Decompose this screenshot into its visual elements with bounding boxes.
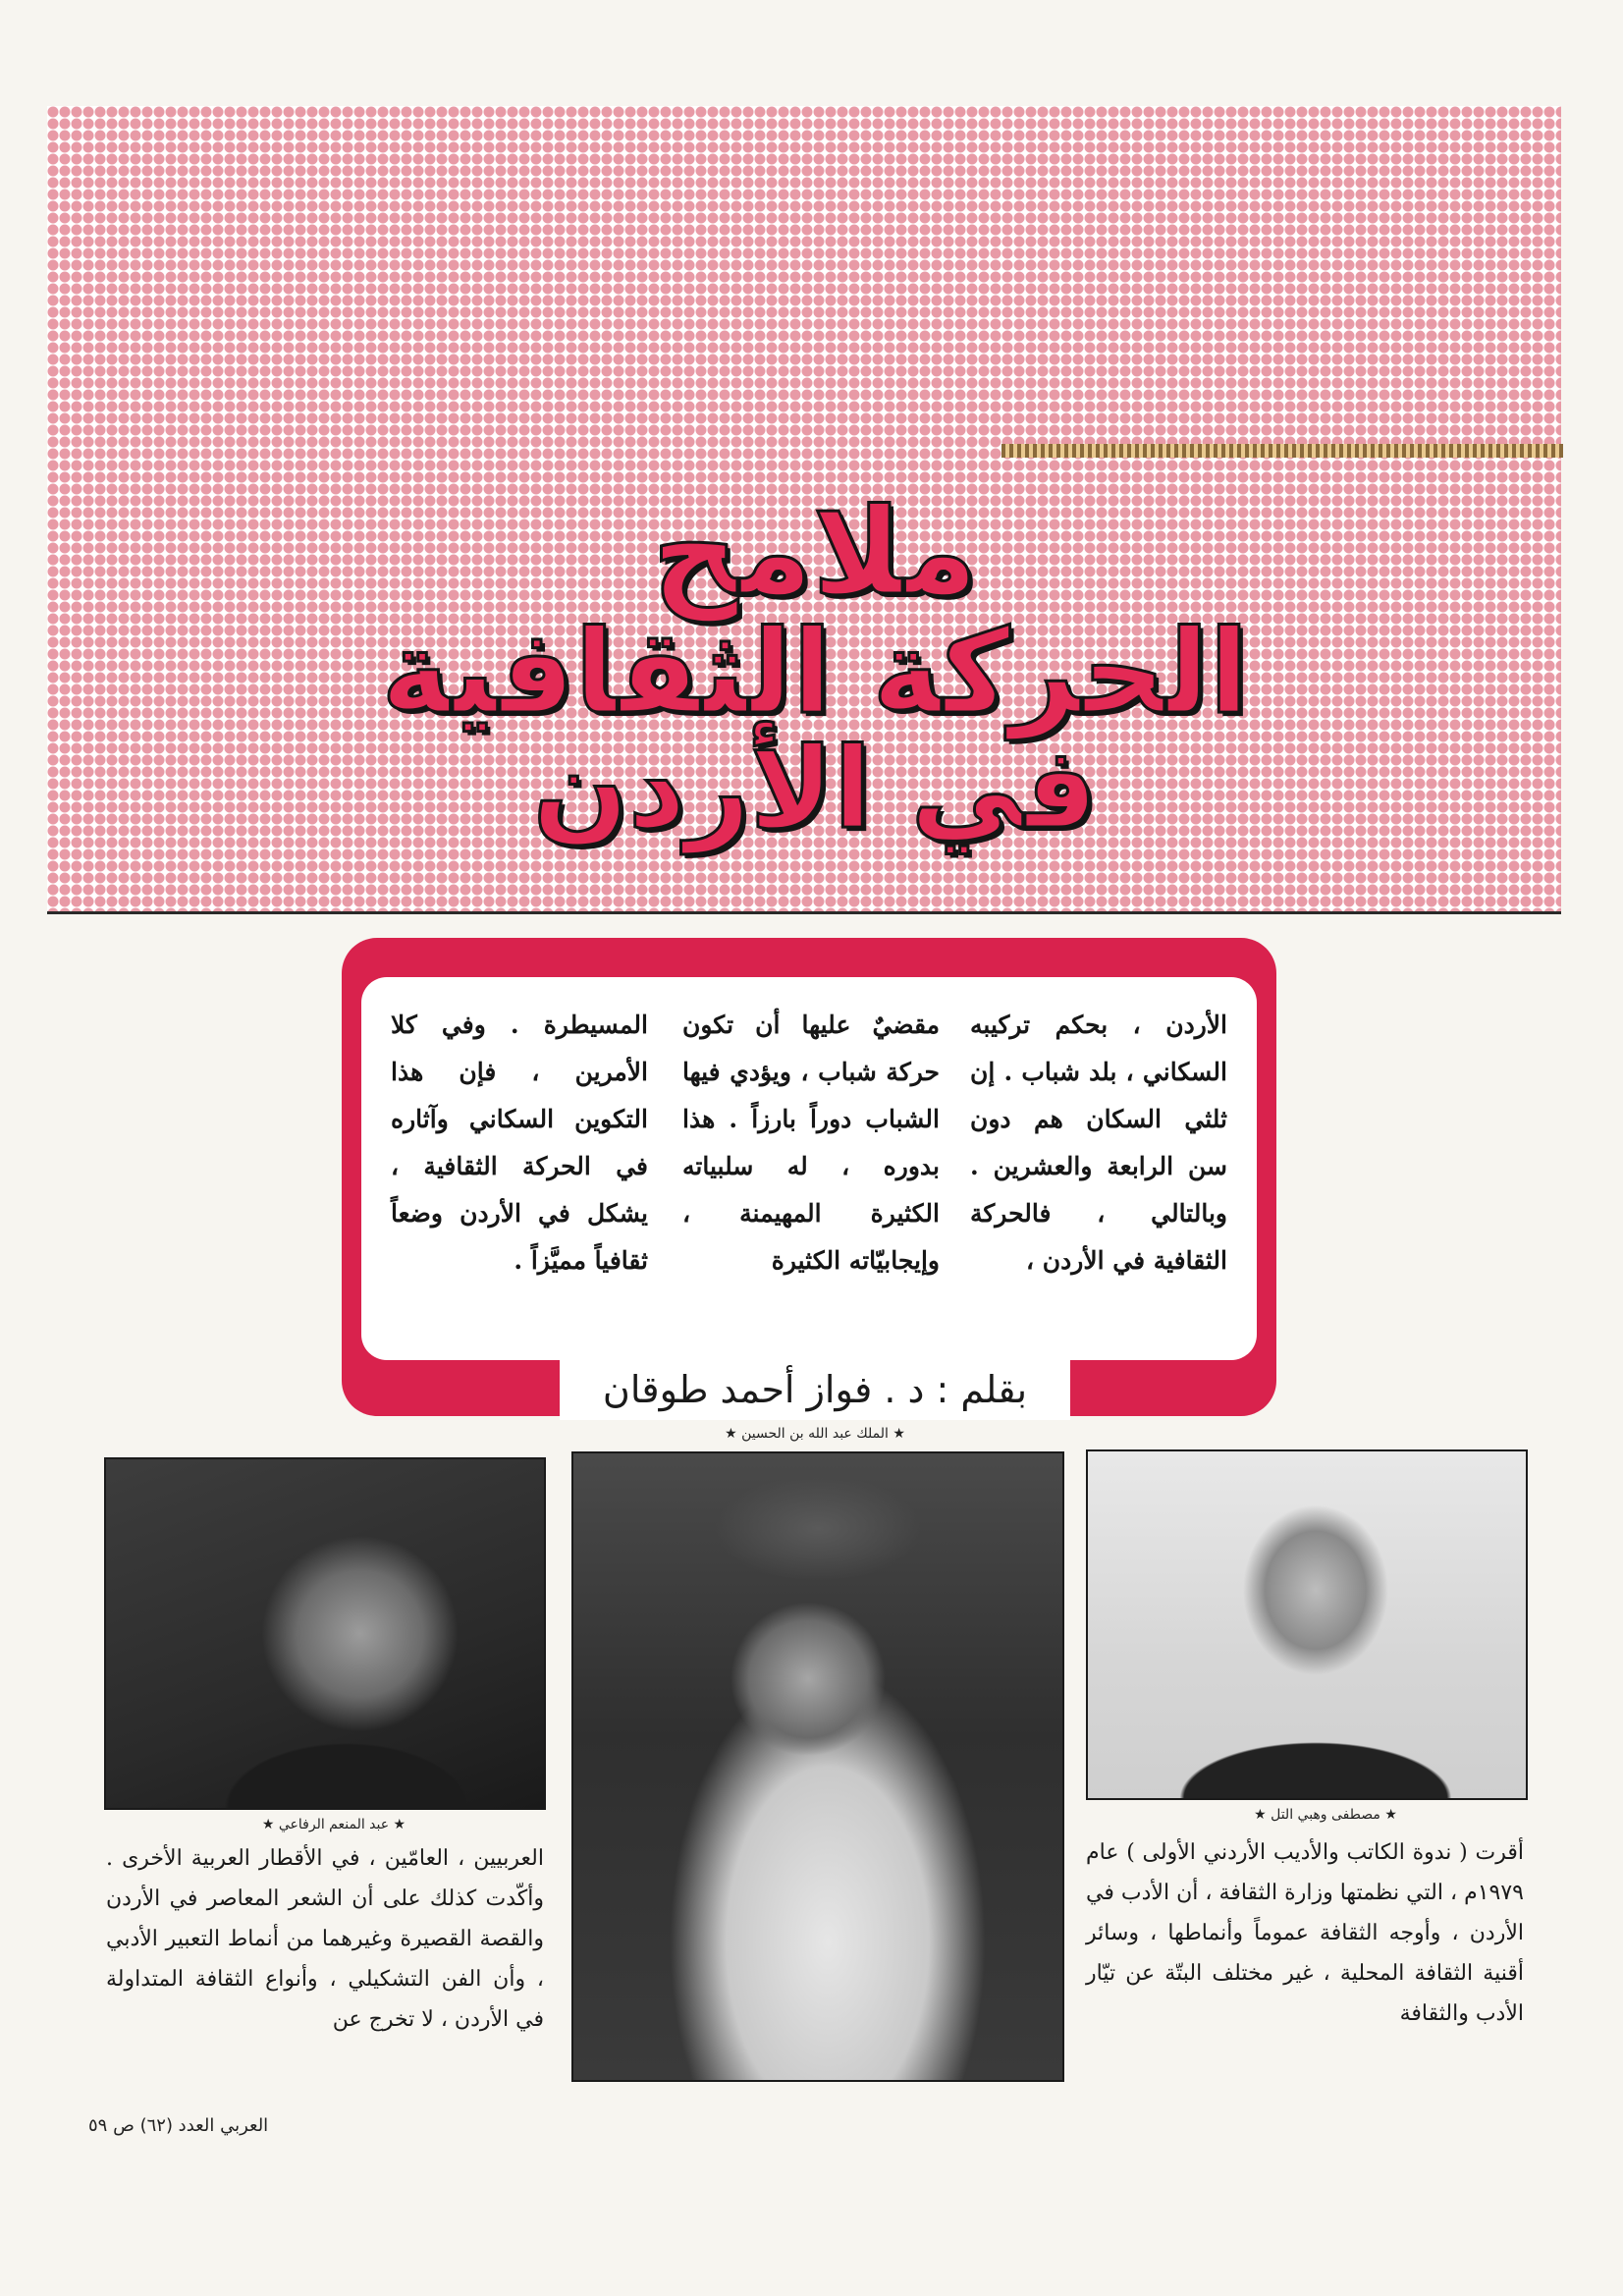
- intro-column-left: المسيطرة . وفي كلا الأمرين ، فإن هذا التكوين السكاني وآثاره في الحركة الثقافية ، يشكل في الأردن وضعاً ثقافياً مميَّزاً .: [391, 1011, 648, 1275]
- center-photo-caption: ★ الملك عبد الله بن الحسين ★: [725, 1426, 905, 1442]
- intro-column-middle: مقضيٌ عليها أن تكون حركة شباب ، ويؤدي فيها الشباب دوراً بارزاً . هذا بدوره ، له سلبياته الكثيرة المهيمنة ، وإيجابيّاته الكثيرة: [682, 1011, 940, 1275]
- portrait-photo-center: [571, 1451, 1064, 2082]
- body-column-left: العربيين ، العامّين ، في الأقطار العربية الأخرى . وأكّدت كذلك على أن الشعر المعاصر في الأردن والقصة القصيرة وغيرهما من أنماط التعبير الأدبي ، وأن الفن التشكيلي ، وأنواع الثقافة المتداولة في الأردن ، لا تخرج عن: [106, 1846, 544, 2032]
- portrait-photo-right: [1086, 1449, 1528, 1800]
- title-line-1: ملامح: [652, 482, 978, 622]
- header-divider: [47, 911, 1561, 914]
- body-column-right: أقرت ( ندوة الكاتب والأديب الأردني الأولى ) عام ١٩٧٩م ، التي نظمتها وزارة الثقافة ، أن الأدب في الأردن ، وأوجه الثقافة عموماً وأنماطها ، وسائر أقنية الثقافة المحلية ، غير مختلف البتّة عن تيّار الأدب والثقافة: [1086, 1840, 1524, 2026]
- decorative-stripe: [1001, 444, 1563, 458]
- portrait-photo-left: [104, 1457, 546, 1810]
- left-photo-caption: ★ عبد المنعم الرفاعي ★: [261, 1817, 406, 1832]
- right-photo-caption: ★ مصطفى وهبي التل ★: [1254, 1807, 1397, 1823]
- author-byline: بقلم : د . فواز أحمد طوقان: [602, 1368, 1028, 1411]
- title-line-3: في الأردن: [532, 722, 1098, 853]
- footer-magazine-name: العربي: [220, 2115, 269, 2136]
- footer-issue: العدد (٦٢): [139, 2115, 215, 2136]
- title-line-2: الحركة الثقافية: [381, 604, 1249, 740]
- article-title: [324, 482, 1306, 864]
- page-footer: [88, 2111, 481, 2141]
- intro-column-right: الأردن ، بحكم تركيبه السكاني ، بلد شباب . إن ثلثي السكان هم دون سن الرابعة والعشرين . وبالتالي ، فالحركة الثقافية في الأردن ،: [970, 1011, 1227, 1275]
- footer-page-number: ص ٥٩: [88, 2115, 135, 2136]
